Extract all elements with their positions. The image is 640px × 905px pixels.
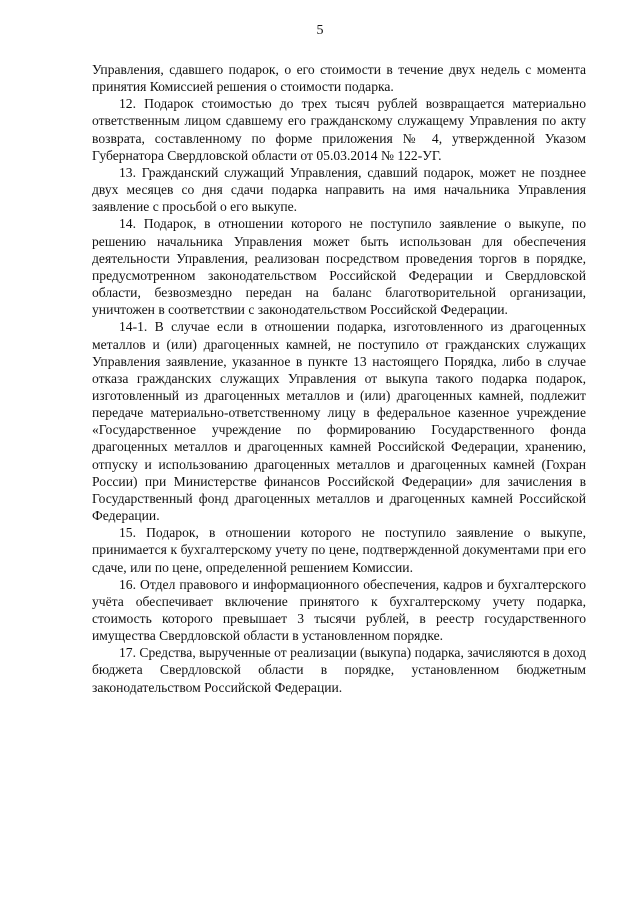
- document-body: [92, 61, 586, 696]
- paragraph-continuation: Управления, сдавшего подарок, о его стоимости в течение двух недель с момента принятия Комиссией решения о стоимости подарка.: [92, 62, 586, 95]
- paragraph-13: 13. Гражданский служащий Управления, сдавший подарок, может не позднее двух месяцев со дня сдачи подарка направить на имя начальника Управления заявление с просьбой о его выкупе.: [92, 164, 586, 215]
- paragraph-14: 14. Подарок, в отношении которого не поступило заявление о выкупе, по решению начальника Управления может быть использован для обеспечения деятельности Управления, реализован посредством проведения торгов в порядке, предусмотренном законодательством Российской Федерации и Свердловской области, безвозмездно передан на баланс благотворительной организации, уничтожен в соответствии с законодательством Российской Федерации.: [92, 216, 586, 318]
- paragraph-15: 15. Подарок, в отношении которого не поступило заявление о выкупе, принимается к бухгалтерскому учету по цене, подтвержденной документами при его сдаче, или по цене, определенной решением Комиссии.: [92, 525, 586, 575]
- paragraph-16: 16. Отдел правового и информационного обеспечения, кадров и бухгалтерского учёта обеспечивает включение принятого к бухгалтерскому учету подарка, стоимость которого превышает 3 тысячи рублей, в реестр государственного имущества Свердловской области в установленном порядке.: [92, 576, 586, 644]
- page-number: 5: [316, 23, 324, 38]
- paragraph-14-1: 14-1. В случае если в отношении подарка, изготовленного из драгоценных металлов и (или) драгоценных камней, не поступило от гражданских служащих Управления заявление, указанное в пункте 13 настоящего Порядка, либо в случае отказа гражданских служащих Управления от выкупа такого подарка подарок, изготовленный из драгоценных металлов и (или) драгоценных камней, подлежит передаче материально-ответственному лицу в федеральное казенное учреждение «Государственное учреждение по формированию Государственного фонда драгоценных металлов и драгоценных камней Российской Федерации, хранению, отпуску и использованию драгоценных металлов и драгоценных камней (Гохран России) при Министерстве финансов Российской Федерации» для зачисления в Государственный фонд драгоценных металлов и драгоценных камней Российской Федерации.: [92, 319, 586, 524]
- paragraph-12: 12. Подарок стоимостью до трех тысяч рублей возвращается материально ответственным лицом сдавшему его гражданскому служащему Управления по акту возврата, составленному по форме приложения № 4, утвержденной Указом Губернатора Свердловской области от 05.03.2014 № 122-УГ.: [92, 96, 586, 163]
- paragraph-17: 17. Средства, вырученные от реализации (выкупа) подарка, зачисляются в доход бюджета Свердловской области в порядке, установленном бюджетным законодательством Российской Федерации.: [92, 645, 586, 695]
